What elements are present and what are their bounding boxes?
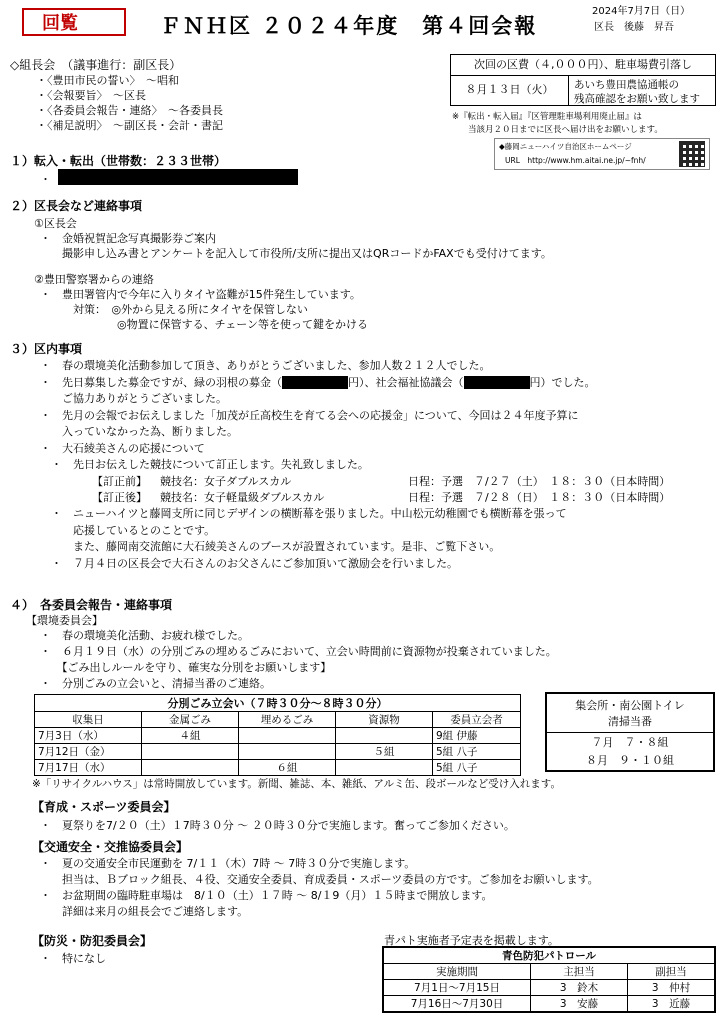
garbage-schedule-table <box>34 694 521 776</box>
table-cell <box>239 744 336 760</box>
table-header: 副担当 <box>628 964 716 980</box>
patrol-table-title: 青色防犯パトロール <box>383 947 715 964</box>
table-row <box>383 980 715 996</box>
table-cell: ４組 <box>142 728 239 744</box>
text-line: ・ 大石綾美さんの応援について <box>40 441 205 455</box>
fee-heading: 次回の区費（４,０００円）、駐車場費引落し <box>451 55 715 76</box>
notice-line-1: ※『転出・転入届』『区管理駐車場利用廃止届』は <box>452 112 642 122</box>
table-cell: 7月12日（金） <box>35 744 142 760</box>
text-line: ・ お盆期間の臨時駐車場は 8/１０（土）１７時 ～ 8/１9（月）１５時まで開放します。 <box>40 889 493 902</box>
table-cell: 9組 伊藤 <box>433 728 521 744</box>
circulation-stamp: 回覧 <box>22 8 126 36</box>
table-cell: ６組 <box>239 760 336 776</box>
youth-committee-label: 【育成・スポーツ委員会】 <box>32 800 176 814</box>
text-fragment: 円）でした。 <box>529 375 596 389</box>
homepage-label: ◆藤岡ニューハイツ自治区ホームページ <box>499 142 632 151</box>
redacted-block <box>58 169 298 185</box>
agenda-item: ・〈豊田市民の誓い〉 ～唱和 <box>36 74 179 87</box>
youth-committee-line: ・ 夏祭りを7/２０（土）１7時３０分 ～ ２０時３０分で実施します。奮ってご参加ください。 <box>40 819 515 832</box>
issue-date: 2024年7月7日（日） <box>592 6 691 17</box>
cleaning-title-1: 集会所・南公園トイレ <box>575 699 685 712</box>
table-cell <box>239 728 336 744</box>
section-2-sub2: ②豊田警察署からの連絡 <box>34 273 154 286</box>
section-3-body-2 <box>40 506 567 572</box>
text-fragment: 円）、社会福祉協議会（ <box>348 375 464 389</box>
text-line: ・ 豊田署管内で今年に入りタイヤ盗難が15件発生しています。 <box>40 288 361 301</box>
disaster-committee-label: 【防災・防犯委員会】 <box>32 934 153 948</box>
author: 区長 後藤 昇吾 <box>594 22 674 33</box>
homepage-url[interactable]: URL http://www.hm.aitai.ne.jp/~fnh/ <box>505 156 646 165</box>
agenda-item: ・〈会報要旨〉 ～区長 <box>36 89 146 102</box>
table-cell: 7月1日～7月15日 <box>383 980 531 996</box>
homepage-box <box>494 138 710 170</box>
env-committee-lines <box>40 628 557 692</box>
table-row <box>35 744 521 760</box>
table-cell <box>142 760 239 776</box>
text-line: ◎物置に保管する、チェーン等を使って鍵をかける <box>40 318 369 331</box>
table-cell: 7月16日～7月30日 <box>383 996 531 1013</box>
cleaning-row: ８月 ９・１０組 <box>586 754 674 767</box>
table-cell: 3 鈴木 <box>531 980 628 996</box>
text-line: ・ 春の環境美化活動、お疲れ様でした。 <box>40 629 249 642</box>
section-2-sub1: ①区長会 <box>34 217 77 230</box>
patrol-caption: 青パト実施者予定表を掲載します。 <box>384 934 559 947</box>
agenda-item: ・〈補足説明〉 ～副区長・会計・書記 <box>36 119 223 132</box>
kumicho-agenda <box>36 73 223 133</box>
notice-line-2: 当該月２０日までに区長へ届け出をお願いします。 <box>468 125 663 135</box>
text-line: 入っていなかった為、断りました。 <box>40 425 238 438</box>
fee-box <box>450 54 716 106</box>
table-cell: 3 近藤 <box>628 996 716 1013</box>
table-cell: 5組 八子 <box>433 760 521 776</box>
table-cell <box>336 728 433 744</box>
table-header: 埋めるごみ <box>239 712 336 728</box>
env-committee-label: 【環境委員会】 <box>26 614 103 627</box>
section-3-heading: ３）区内事項 <box>10 342 83 356</box>
cleaning-duty-box <box>545 692 715 772</box>
table-cell: 5組 八子 <box>433 744 521 760</box>
text-line: 担当は、Ｂブロック組長、４役、交通安全委員、育成委員・スポーツ委員の方です。ご参加をお願いします。 <box>40 873 599 886</box>
table-row <box>35 760 521 776</box>
correction-after-event: 競技名：女子軽量級ダブルスカル <box>160 491 325 504</box>
text-fragment: ・ 先日募集した募金ですが、緑の羽根の募金（ <box>40 375 282 389</box>
table-header: 収集日 <box>35 712 142 728</box>
section-1-bullet: ・ <box>40 173 51 186</box>
section-2-sub2-lines <box>40 287 368 332</box>
text-line: ・ ニューハイツと藤岡支所に同じデザインの横断幕を張りました。中山松元幼稚園でも横断幕を張って <box>40 507 567 520</box>
patrol-schedule-table <box>382 946 716 1013</box>
traffic-committee-lines <box>40 856 599 920</box>
text-line: ・ ６月１９日（水）の分別ごみの埋めるごみにおいて、立会い時間前に資源物が投棄されていました。 <box>40 645 557 658</box>
correction-before-date: 日程：予選 ７/２７（土） １８：３０（日本時間） <box>408 475 671 488</box>
table-header: 実施期間 <box>383 964 531 980</box>
table-cell <box>336 760 433 776</box>
text-line: 応援しているとのことです。 <box>40 523 216 537</box>
table-cell: 3 安藤 <box>531 996 628 1013</box>
table-header: 委員立会者 <box>433 712 521 728</box>
page-title: ＦＮＨ区 ２０２４年度 第４回会報 <box>160 14 538 38</box>
text-line: ・ 分別ごみの立会いと、清掃当番のご連絡。 <box>40 677 271 690</box>
correction-after-label: 【訂正後】 <box>92 491 147 504</box>
section-2-sub1-lines <box>40 231 552 261</box>
fee-date: ８月１３日（火） <box>451 75 569 105</box>
garbage-table-title: 分別ごみ立会い（７時３０分～８時３０分） <box>35 695 521 712</box>
table-cell: 7月3日（水） <box>35 728 142 744</box>
table-cell: ５組 <box>336 744 433 760</box>
text-line: また、藤岡南交流館に大石綾美さんのブースが設置されています。是非、ご覧下さい。 <box>40 540 501 553</box>
text-line: ・ ７月４日の区長会で大石さんのお父さんにご参加頂いて激励会を行いました。 <box>40 556 458 570</box>
section-4-heading: ４） 各委員会報告・連絡事項 <box>10 598 173 612</box>
text-line: ・ 金婚祝賀記念写真撮影券ご案内 <box>40 232 216 245</box>
section-3-body <box>40 358 596 474</box>
table-header: 主担当 <box>531 964 628 980</box>
disaster-committee-line: ・ 特になし <box>40 952 106 965</box>
table-row <box>383 996 715 1013</box>
table-header: 金属ごみ <box>142 712 239 728</box>
qr-code-icon[interactable] <box>679 141 705 167</box>
text-line: ・ 先日お伝えした競技について訂正します。失礼致しました。 <box>40 458 369 471</box>
text-line: 【ごみ出しルールを守り、確実な分別をお願いします】 <box>40 661 332 674</box>
section-2-heading: ２）区長会など連絡事項 <box>10 199 143 213</box>
text-line: ・ 夏の交通安全市民運動を 7/１１（木）7時 ～ 7時３０分で実施します。 <box>40 857 416 870</box>
redacted-amount <box>282 376 348 389</box>
table-cell: 3 仲村 <box>628 980 716 996</box>
recycle-note: ※「リサイクルハウス」は常時開放しています。新聞、雑誌、本、雑紙、アルミ缶、段ボールなど受け入れます。 <box>32 778 561 790</box>
text-line <box>40 375 596 392</box>
table-cell <box>142 744 239 760</box>
correction-before-label: 【訂正前】 <box>92 475 147 488</box>
text-line: 撮影申し込み書とアンケートを記入して市役所/支所に提出又はQRコードかFAXでも受付けてます。 <box>40 247 552 260</box>
cleaning-title-2: 清掃当番 <box>547 713 713 733</box>
correction-after-date: 日程：予選 ７/２８（日） １８：３０（日本時間） <box>408 491 671 504</box>
fee-note-1: あいち豊田農協通帳の <box>574 79 679 91</box>
kumicho-heading: ◇組長会 （議事進行：副区長） <box>10 58 182 72</box>
correction-before-event: 競技名：女子ダブルスカル <box>160 475 292 488</box>
table-cell: 7月17日（水） <box>35 760 142 776</box>
agenda-item: ・〈各委員会報告・連絡〉 ～各委員長 <box>36 104 223 117</box>
table-row <box>35 728 521 744</box>
text-line: ・ 春の環境美化活動参加して頂き、ありがとうございました、参加人数２１２人でした。 <box>40 359 491 372</box>
cleaning-row: ７月 ７・８組 <box>591 736 669 749</box>
fee-note-2: 残高確認をお願い致します <box>574 93 700 105</box>
text-line: ・ 先月の会報でお伝えしました「加茂が丘高校生を育てる会への応援金」について、今回は２４年度予算に <box>40 408 579 422</box>
redacted-amount <box>464 376 530 389</box>
text-line: ご協力ありがとうございました。 <box>40 392 227 405</box>
traffic-committee-label: 【交通安全・交推協委員会】 <box>32 840 189 854</box>
text-line: 対策： ◎外から見える所にタイヤを保管しない <box>40 303 308 316</box>
table-header: 資源物 <box>336 712 433 728</box>
section-1-heading: １）転入・転出（世帯数：２３３世帯） <box>10 154 227 168</box>
text-line: 詳細は来月の組長会でご連絡します。 <box>40 905 249 918</box>
